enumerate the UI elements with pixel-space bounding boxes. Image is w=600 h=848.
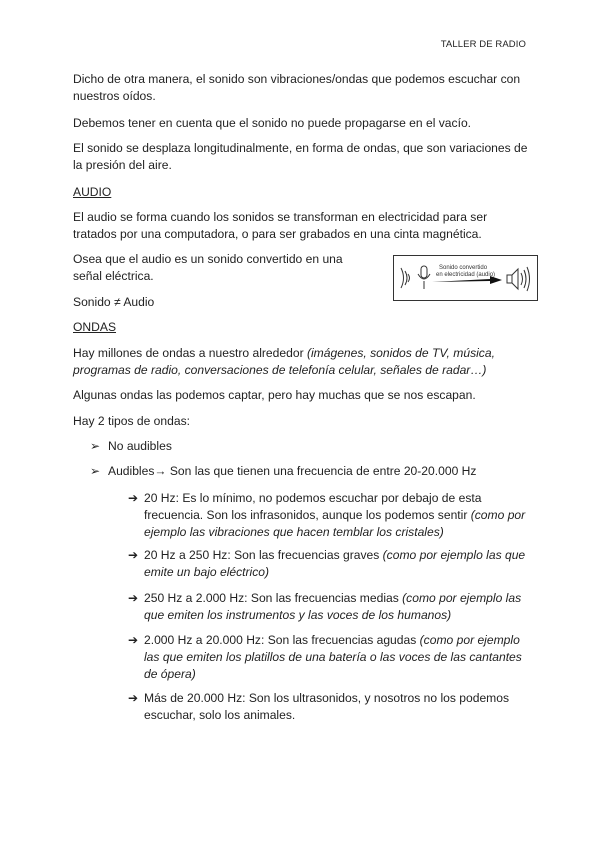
- paragraph-vacuum: Debemos tener en cuenta que el sonido no puede propagarse en el vacío.: [73, 116, 472, 130]
- svg-text:en electricidad (audio): en electricidad (audio): [436, 272, 496, 278]
- arrow-icon: ➔: [128, 691, 139, 705]
- paragraph-sound-not-audio: Sonido ≠ Audio: [73, 295, 155, 309]
- arrow-icon: ➔: [128, 633, 139, 647]
- heading-audio: AUDIO: [73, 185, 112, 199]
- list-item-no-audibles: ➢ No audibles: [90, 439, 172, 453]
- paragraph-two-types: Hay 2 tipos de ondas:: [73, 414, 190, 428]
- arrow-icon: ➔: [128, 548, 139, 562]
- list-item-20-250hz: ➔ 20 Hz a 250 Hz: Son las frecuencias graves (como por ejemplo las que emite un bajo eléctrico): [128, 548, 526, 579]
- list-item-250-2000hz: ➔ 250 Hz a 2.000 Hz: Son las frecuencias medias (como por ejemplo las que emiten los instrumentos y las voces de los humanos): [128, 591, 522, 622]
- paragraph-longitudinal: El sonido se desplaza longitudinalmente, en forma de ondas, que son variaciones de la presión del aire.: [73, 141, 528, 172]
- heading-ondas: ONDAS: [73, 320, 117, 334]
- bullet-arrow-icon: ➢: [90, 464, 101, 478]
- list-item-20hz: ➔ 20 Hz: Es lo mínimo, no podemos escuchar por debajo de esta frecuencia. Son los infrasonidos, aunque los podemos sentir (como por ejemplo las vibraciones que hacen temblar los cristales): [128, 491, 526, 539]
- speaker-icon: [507, 275, 512, 283]
- paragraph-waves-capture: Algunas ondas las podemos captar, pero hay muchas que se nos escapan.: [73, 388, 476, 402]
- paragraph-audio-signal: Osea que el audio es un sonido convertido en una señal eléctrica.: [73, 252, 343, 283]
- microphone-icon: [421, 266, 427, 278]
- list-item-audibles: ➢ Audibles→ Son las que tienen una frecuencia de entre 20-20.000 Hz: [90, 464, 477, 478]
- arrow-icon: ➔: [128, 591, 139, 605]
- list-item-ultrasound: ➔ Más de 20.000 Hz: Son los ultrasonidos, y nosotros no los podemos escuchar, solo los animales.: [128, 691, 510, 722]
- bullet-arrow-icon: ➢: [90, 439, 101, 453]
- list-item-2000-20000hz: ➔ 2.000 Hz a 20.000 Hz: Son las frecuencias agudas (como por ejemplo las que emiten los platillos de una batería o las voces de las cantantes de ópera): [128, 633, 522, 681]
- paragraph-waves-around: Hay millones de ondas a nuestro alrededor (imágenes, sonidos de TV, música, programas de radio, conversaciones de telefonía celular, señales de radar…): [73, 346, 495, 377]
- paragraph-sound-definition: Dicho de otra manera, el sonido son vibraciones/ondas que podemos escuchar con nuestros oídos.: [73, 72, 521, 103]
- arrow-icon: ➔: [128, 491, 139, 505]
- page-header: TALLER DE RADIO: [440, 39, 526, 50]
- svg-text:Sonido convertido: Sonido convertido: [439, 265, 488, 271]
- paragraph-audio-definition: El audio se forma cuando los sonidos se transforman en electricidad para ser tratados por una computadora, o para ser grabados en una cinta magnética.: [73, 210, 488, 241]
